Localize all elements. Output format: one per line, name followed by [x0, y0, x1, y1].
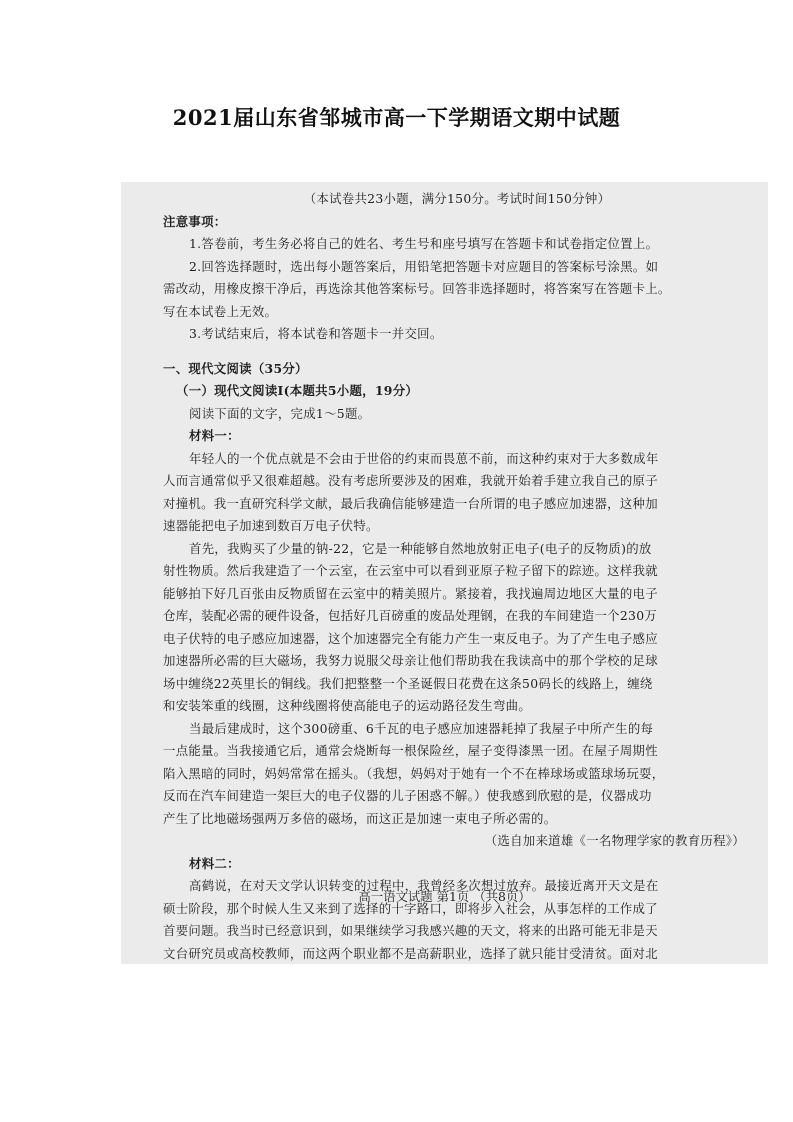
instruction: 阅读下面的文字，完成1～5题。 — [189, 405, 371, 421]
material1-line: 和安装笨重的线圈，这种线圈将使高能电子的运动路径发生弯曲。 — [163, 698, 532, 713]
page-content — [163, 188, 751, 965]
material1-line: 当最后建成时，这个300磅重、6千瓦的电子感应加速器耗掉了我屋子中所产生的每 — [189, 720, 654, 736]
document-title: 2021届山东省邹城市高一下学期语文期中试题 — [172, 105, 621, 130]
page-footer: 高一语文试题 第1页 （共8页） — [358, 889, 531, 904]
material1-line: 反而在汽车间建造一架巨大的电子仪器的儿子困惑不解。）使我感到欣慰的是，仪器成功 — [163, 788, 652, 803]
exam-info: （本试卷共23小题，满分150分。考试时间150分钟） — [303, 191, 611, 206]
material1-line: 对撞机。我一直研究科学文献，最后我确信能够建造一台所谓的电子感应加速器，这种加 — [163, 495, 658, 511]
material1-line: 速器能把电子加速到数百万电子伏特。 — [163, 518, 379, 533]
material1-line: 陷入黑暗的同时，妈妈常常在摇头。（我想，妈妈对于她有一个不在棒球场或篮球场玩耍， — [163, 765, 665, 781]
material1-line: 首先，我购买了少量的钠-22，它是一种能够自然地放射正电子(电子的反物质)的放 — [189, 540, 652, 556]
scanned-page — [121, 182, 768, 964]
material2-heading: 材料二： — [189, 855, 240, 871]
material1-line: 场中缠绕22英里长的铜线。我们把整整一个圣诞假日花费在这条50码长的线路上，缠绕 — [163, 675, 653, 691]
material1-line: 射性物质。然后我建造了一个云室，在云室中可以看到亚原子粒子留下的踪迹。这样我就 — [163, 563, 658, 578]
material1-line: 能够拍下好几百张由反物质留在云室中的精美照片。紧接着，我找遍周边地区大量的电子 — [163, 585, 658, 601]
material1-source: （选自加来道雄《一名物理学家的教育历程》） — [484, 833, 745, 848]
note-line: 2.回答选择题时，选出每小题答案后，用铅笔把答题卡对应题目的答案标号涂黑。如 — [189, 258, 659, 274]
note-line: 需改动，用橡皮擦干净后，再选涂其他答案标号。回答非选择题时，将答案写在答题卡上。 — [163, 281, 671, 296]
material1-line: 仓库，装配必需的硬件设备，包括好几百磅重的废品处理钢，在我的车间建造一个230万 — [163, 608, 658, 623]
material1-heading: 材料一： — [189, 428, 240, 443]
note-line: 3.考试结束后，将本试卷和答题卡一并交回。 — [189, 326, 443, 341]
material1-line: 产生了比地磁场强两万多倍的磁场，而这正是加速一束电子所必需的。 — [163, 810, 557, 826]
material2-line: 硕士阶段，那个时候人生又来到了选择的十字路口，即将步入社会，从事怎样的工作成了 — [163, 900, 658, 916]
section-heading: 一、现代文阅读（35分） — [163, 360, 308, 376]
material2-line: 首要问题。我当时已经意识到，如果继续学习我感兴趣的天文，将来的出路可能无非是天 — [163, 923, 658, 938]
material1-line: 电子伏特的电子感应加速器，这个加速器完全有能力产生一束反电子。为了产生电子感应 — [163, 630, 658, 646]
material2-line: 高鹤说，在对天文学认识转变的过程中，我曾经多次想过放弃。最接近离开天文是在 — [189, 878, 659, 893]
material1-line: 人而言通常似乎又很难超越。没有考虑所要涉及的困难，我就开始着手建立我自己的原子 — [163, 473, 658, 488]
notes-heading: 注意事项： — [163, 213, 227, 229]
subsection-heading: （一）现代文阅读Ⅰ(本题共5小题，19分） — [176, 383, 419, 398]
note-line: 写在本试卷上无效。 — [163, 303, 278, 319]
material1-line: 年轻人的一个优点就是不会由于世俗的约束而畏葸不前，而这种约束对于大多数成年 — [189, 450, 659, 466]
material2-line: 文台研究员或高校教师，而这两个职业都不是高薪职业，选择了就只能甘受清贫。面对北 — [163, 945, 658, 961]
note-line: 1.答卷前，考生务必将自己的姓名、考生号和座号填写在答题卡和试卷指定位置上。 — [189, 236, 659, 251]
material1-line: 加速器所必需的巨大磁场，我努力说服父母亲让他们帮助我在我读高中的那个学校的足球 — [163, 653, 658, 668]
material1-line: 一点能量。当我接通它后，通常会烧断每一根保险丝，屋子变得漆黑一团。在屋子周期性 — [163, 743, 658, 758]
